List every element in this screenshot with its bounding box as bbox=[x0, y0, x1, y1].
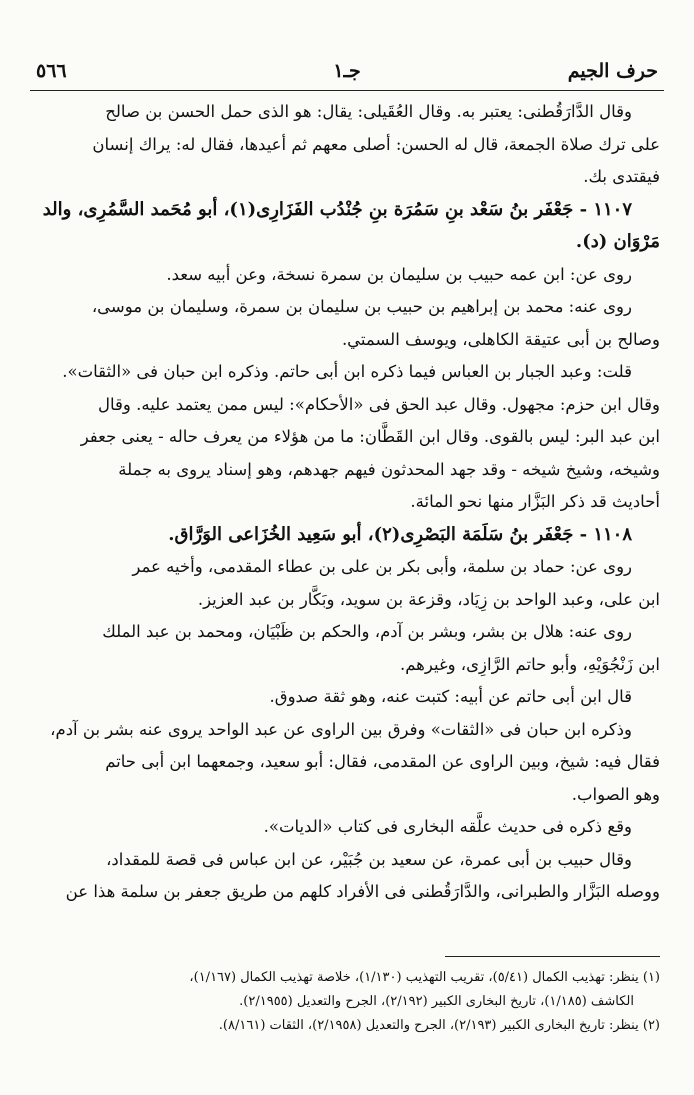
text-line: فقال فيه: شيخ، وبين الراوى عن المقدمى، فقال: أبو سعيد، وجمعهما ابن أبى حاتم bbox=[105, 752, 660, 771]
text-line: روى عنه: محمد بن إبراهيم بن حبيب بن سليمان بن سمرة، وسليمان بن موسى، bbox=[91, 297, 632, 316]
text-line: روى عنه: هلال بن بشر، وبشر بن آدم، والحكم بن ظَبْيَان، ومحمد بن عبد الملك bbox=[102, 622, 632, 641]
running-header bbox=[30, 50, 664, 91]
page-number: ٥٦٦ bbox=[36, 60, 67, 82]
entry-heading-1107: ١١٠٧ - جَعْفَر بنُ سَعْد بنِ سَمُرَة بنِ جُنْدُب الفَزَارِى(١)، أبو مُحَمد السَّمُرِى، والد bbox=[42, 198, 632, 220]
main-text bbox=[34, 96, 660, 909]
text-line: ابن على، وعبد الواحد بن زِيَاد، وقزعة بن سويد، وبَكَّار بن عبد العزيز. bbox=[197, 589, 660, 609]
text-line: ووصله البَزَّار والطبرانى، والدَّارَقُطنى فى الأفراد كلهم من طريق جعفر بن سلمة هذا عن bbox=[65, 882, 660, 901]
text-line: وقال ابن حزم: مجهول. وقال عبد الحق فى «الأحكام»: ليس ممن يعتمد عليه. وقال bbox=[98, 394, 660, 414]
footnotes bbox=[34, 966, 660, 1038]
text-line: فيقتدى بك. bbox=[583, 167, 660, 186]
text-line: وقال الدَّارَقُطنى: يعتبر به. وقال العُقَيلى: يقال: هو الذى حمل الحسن بن صالح bbox=[105, 102, 632, 121]
text-line: وقع ذكره فى حديث علَّقه البخارى فى كتاب «الديات». bbox=[263, 817, 632, 836]
text-line: روى عن: ابن عمه حبيب بن سليمان بن سمرة نسخة، وعن أبيه سعد. bbox=[166, 264, 632, 284]
entry-heading-1108: ١١٠٨ - جَعْفَر بنُ سَلَمَة البَصْرِى(٢)، أبو سَعِيد الخُزَاعى الوَرَّاق. bbox=[168, 523, 632, 545]
footnote-1: (١) ينظر: تهذيب الكمال (٥/٤١)، تقريب التهذيب (١/١٣٠)، خلاصة تهذيب الكمال (١/١٦٧)، bbox=[189, 970, 660, 985]
text-line: وصالح بن أبى عتيقة الكاهلى، ويوسف السمتي. bbox=[341, 329, 660, 349]
footnote-divider bbox=[445, 956, 660, 957]
footnote-2: (٢) ينظر: تاريخ البخارى الكبير (٢/١٩٣)، الجرح والتعديل (٢/١٩٥٨)، الثقات (٨/١٦١). bbox=[218, 1018, 660, 1033]
text-line: قلت: وعبد الجبار بن العباس فيما ذكره ابن أبى حاتم. وذكره ابن حبان فى «الثقات». bbox=[62, 362, 632, 381]
text-line: وقال حبيب بن أبى عمرة، عن سعيد بن جُبَيْر، عن ابن عباس فى قصة للمقداد، bbox=[106, 849, 632, 869]
text-line: على ترك صلاة الجمعة، قال له الحسن: أصلى معهم ثم أعيدها، فقال له: يراك إنسان bbox=[92, 134, 660, 154]
chapter-title: حرف الجيم bbox=[567, 60, 658, 82]
text-line: وشيخه، وشيخ شيخه - وقد جهد المحدثون فيهم جهدهم، وهو إسناد يروى به جملة bbox=[118, 459, 660, 479]
text-line: قال ابن أبى حاتم عن أبيه: كتبت عنه، وهو ثقة صدوق. bbox=[269, 687, 632, 706]
text-line: روى عن: حماد بن سلمة، وأبى بكر بن على بن عطاء المقدمى، وأخيه عمر bbox=[132, 557, 632, 576]
volume-label: جـ١ bbox=[333, 60, 361, 82]
text-line: أحاديث قد ذكر البَزَّار منها نحو المائة. bbox=[410, 492, 660, 511]
text-line: وذكره ابن حبان فى «الثقات» وفرق بين الراوى عن عبد الواحد يروى عنه بشر بن آدم، bbox=[50, 719, 632, 739]
text-line: وهو الصواب. bbox=[571, 784, 660, 804]
entry-heading-1107-cont: مَرْوَان (د). bbox=[575, 231, 660, 252]
text-line: ابن زَنْجُوَيْهِ، وأبو حاتم الرَّازِى، وغيرهم. bbox=[399, 654, 660, 674]
text-line: ابن عبد البر: ليس بالقوى. وقال ابن القَطَّان: ما من هؤلاء من يعرف حاله - يعنى جعفر bbox=[80, 427, 660, 446]
footnote-1-cont: الكاشف (١/١٨٥)، تاريخ البخارى الكبير (٢/١٩٢)، الجرح والتعديل (٢/١٩٥٥). bbox=[239, 994, 634, 1009]
